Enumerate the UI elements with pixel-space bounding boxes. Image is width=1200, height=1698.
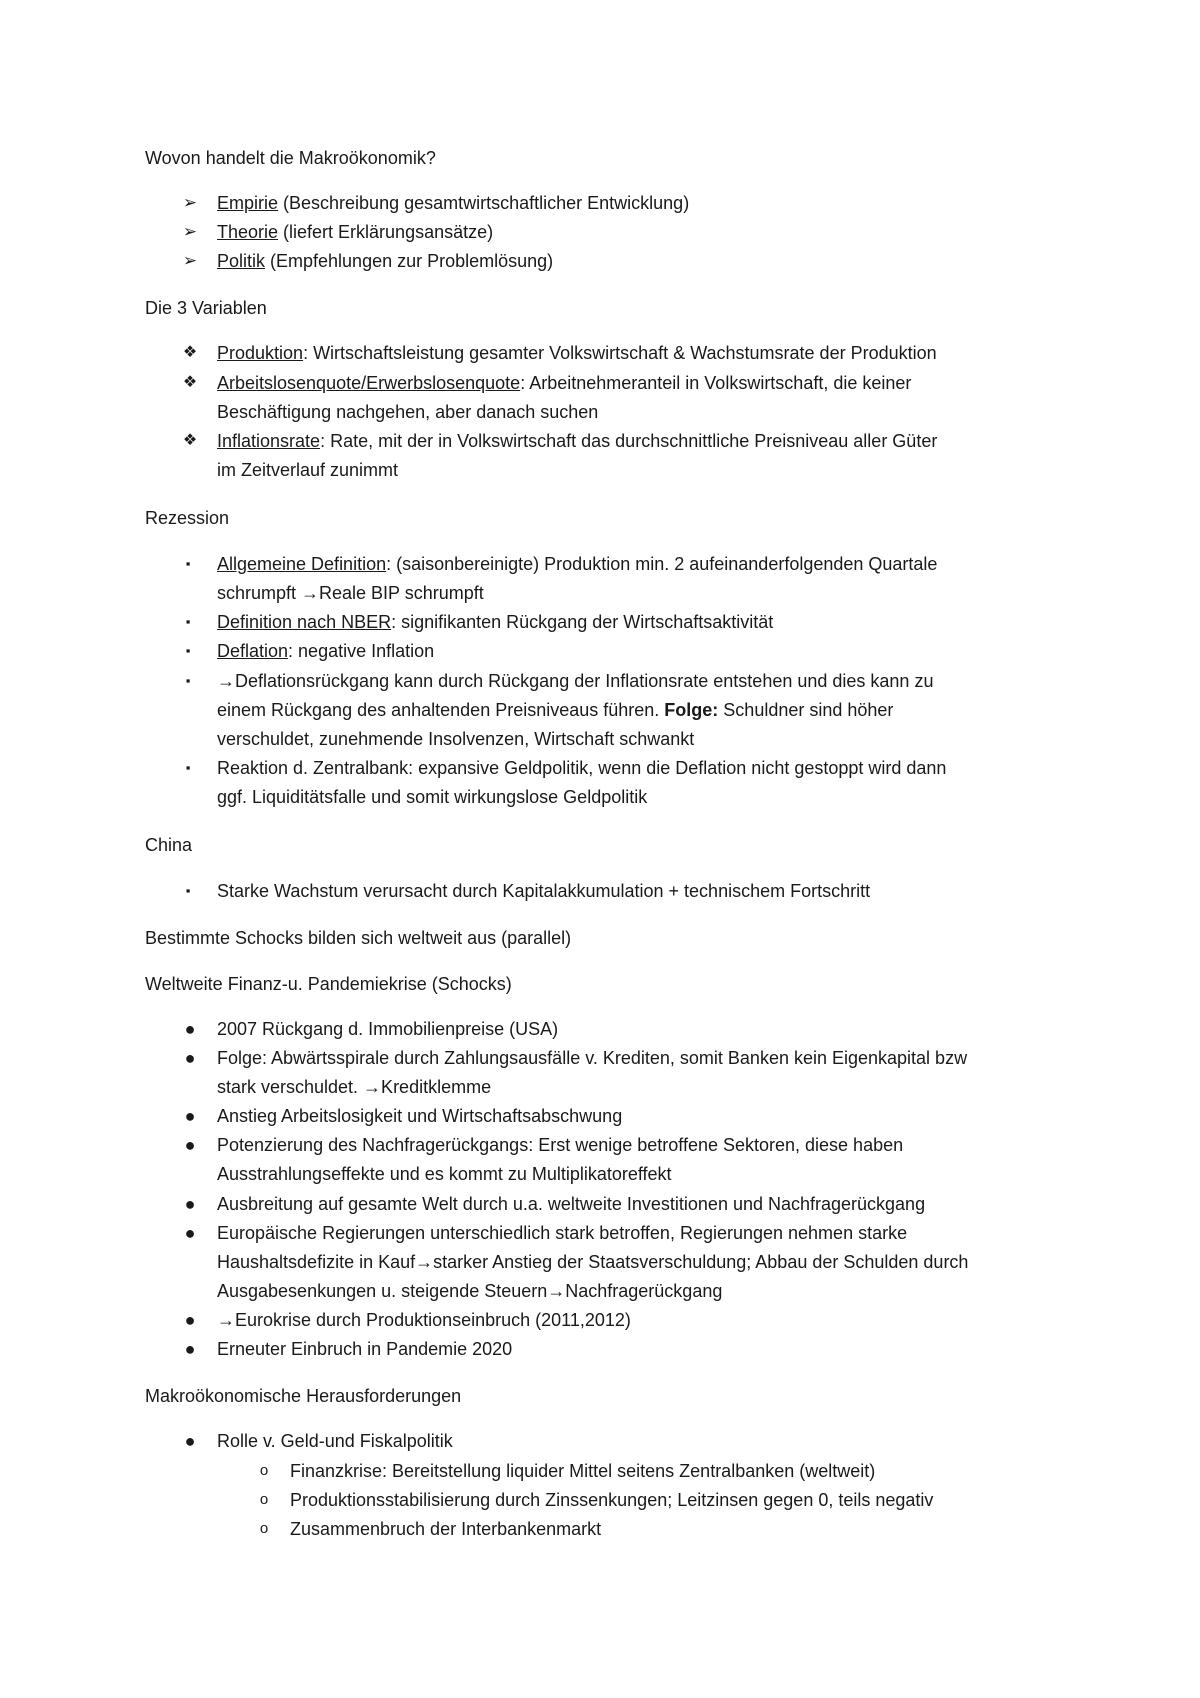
circle-bullet-icon: o bbox=[259, 1462, 269, 1479]
list-item: Inflationsrate: Rate, mit der in Volkswirtschaft das durchschnittliche Preisniveau aller Güter bbox=[217, 431, 938, 451]
list-item: Anstieg Arbeitslosigkeit und Wirtschaftsabschwung bbox=[217, 1106, 623, 1126]
square-bullet-icon: ▪ bbox=[185, 614, 191, 629]
list-item-continuation: im Zeitverlauf zunimmt bbox=[217, 460, 399, 480]
list-item: Rolle v. Geld-und Fiskalpolitik bbox=[217, 1431, 453, 1451]
arrow-bullet-icon: ➢ bbox=[182, 222, 198, 241]
list-item: Politik (Empfehlungen zur Problemlösung) bbox=[217, 251, 554, 271]
square-bullet-icon: ▪ bbox=[185, 673, 191, 688]
dot-bullet-icon: ● bbox=[184, 1048, 196, 1068]
list-item: Theorie (liefert Erklärungsansätze) bbox=[217, 222, 494, 242]
list-item: Produktion: Wirtschaftsleistung gesamter Volkswirtschaft & Wachstumsrate der Produktion bbox=[217, 343, 937, 363]
list-item: 2007 Rückgang d. Immobilienpreise (USA) bbox=[217, 1019, 559, 1039]
heading-finanzkrise: Weltweite Finanz-u. Pandemiekrise (Schocks) bbox=[145, 974, 512, 994]
dot-bullet-icon: ● bbox=[184, 1019, 196, 1039]
list-item-continuation: Ausstrahlungseffekte und es kommt zu Multiplikatoreffekt bbox=[217, 1164, 672, 1184]
dot-bullet-icon: ● bbox=[184, 1223, 196, 1243]
diamond-bullet-icon: ❖ bbox=[182, 374, 198, 391]
list-item: Arbeitslosenquote/Erwerbslosenquote: Arbeitnehmeranteil in Volkswirtschaft, die keiner bbox=[217, 373, 912, 393]
list-item-continuation: einem Rückgang des anhaltenden Preisniveaus führen. Folge: Schuldner sind höher bbox=[217, 700, 894, 720]
list-item: Allgemeine Definition: (saisonbereinigte) Produktion min. 2 aufeinanderfolgenden Quartale bbox=[217, 554, 938, 574]
list-item: →Deflationsrückgang kann durch Rückgang der Inflationsrate entstehen und dies kann zu bbox=[217, 671, 934, 691]
list-item: Definition nach NBER: signifikanten Rückgang der Wirtschaftsaktivität bbox=[217, 612, 774, 632]
sub-list-item: Produktionsstabilisierung durch Zinssenkungen; Leitzinsen gegen 0, teils negativ bbox=[290, 1490, 934, 1510]
dot-bullet-icon: ● bbox=[184, 1194, 196, 1214]
dot-bullet-icon: ● bbox=[184, 1431, 196, 1451]
list-item-continuation: Beschäftigung nachgehen, aber danach suchen bbox=[217, 402, 599, 422]
list-item: Potenzierung des Nachfragerückgangs: Erst wenige betroffene Sektoren, diese haben bbox=[217, 1135, 904, 1155]
square-bullet-icon: ▪ bbox=[185, 643, 191, 658]
list-item: Starke Wachstum verursacht durch Kapitalakkumulation + technischem Fortschritt bbox=[217, 881, 871, 901]
list-item: Empirie (Beschreibung gesamtwirtschaftlicher Entwicklung) bbox=[217, 193, 690, 213]
list-item-continuation: Ausgabesenkungen u. steigende Steuern→Nachfragerückgang bbox=[217, 1281, 723, 1301]
list-item-continuation: stark verschuldet. →Kreditklemme bbox=[217, 1077, 492, 1097]
circle-bullet-icon: o bbox=[259, 1491, 269, 1508]
heading-china: China bbox=[145, 835, 193, 855]
list-item-continuation: Haushaltsdefizite in Kauf→starker Anstieg der Staatsverschuldung; Abbau der Schulden durch bbox=[217, 1252, 969, 1272]
diamond-bullet-icon: ❖ bbox=[182, 344, 198, 361]
sub-list-item: Finanzkrise: Bereitstellung liquider Mittel seitens Zentralbanken (weltweit) bbox=[290, 1461, 876, 1481]
heading-schocks: Bestimmte Schocks bilden sich weltweit aus (parallel) bbox=[145, 928, 572, 948]
square-bullet-icon: ▪ bbox=[185, 556, 191, 571]
heading-makrooekonomik: Wovon handelt die Makroökonomik? bbox=[145, 148, 436, 168]
arrow-bullet-icon: ➢ bbox=[182, 193, 198, 212]
list-item: Ausbreitung auf gesamte Welt durch u.a. weltweite Investitionen und Nachfragerückgang bbox=[217, 1194, 926, 1214]
list-item: →Eurokrise durch Produktionseinbruch (2011,2012) bbox=[217, 1310, 631, 1330]
list-item: Deflation: negative Inflation bbox=[217, 641, 435, 661]
list-item: Folge: Abwärtsspirale durch Zahlungsausfälle v. Krediten, somit Banken kein Eigenkapital bzw bbox=[217, 1048, 968, 1068]
heading-variablen: Die 3 Variablen bbox=[145, 298, 267, 318]
dot-bullet-icon: ● bbox=[184, 1135, 196, 1155]
dot-bullet-icon: ● bbox=[184, 1339, 196, 1359]
square-bullet-icon: ▪ bbox=[185, 883, 191, 898]
list-item-continuation: verschuldet, zunehmende Insolvenzen, Wirtschaft schwankt bbox=[217, 729, 695, 749]
list-item-continuation: schrumpft →Reale BIP schrumpft bbox=[217, 583, 484, 603]
list-item: Europäische Regierungen unterschiedlich stark betroffen, Regierungen nehmen starke bbox=[217, 1223, 908, 1243]
arrow-bullet-icon: ➢ bbox=[182, 251, 198, 270]
list-item-continuation: ggf. Liquiditätsfalle und somit wirkungslose Geldpolitik bbox=[217, 787, 648, 807]
sub-list-item: Zusammenbruch der Interbankenmarkt bbox=[290, 1519, 602, 1539]
circle-bullet-icon: o bbox=[259, 1520, 269, 1537]
dot-bullet-icon: ● bbox=[184, 1106, 196, 1126]
heading-herausforderungen: Makroökonomische Herausforderungen bbox=[145, 1386, 462, 1406]
dot-bullet-icon: ● bbox=[184, 1310, 196, 1330]
diamond-bullet-icon: ❖ bbox=[182, 432, 198, 449]
list-item: Erneuter Einbruch in Pandemie 2020 bbox=[217, 1339, 513, 1359]
square-bullet-icon: ▪ bbox=[185, 760, 191, 775]
list-item: Reaktion d. Zentralbank: expansive Geldpolitik, wenn die Deflation nicht gestoppt wird dann bbox=[217, 758, 947, 778]
heading-rezession: Rezession bbox=[145, 508, 230, 528]
